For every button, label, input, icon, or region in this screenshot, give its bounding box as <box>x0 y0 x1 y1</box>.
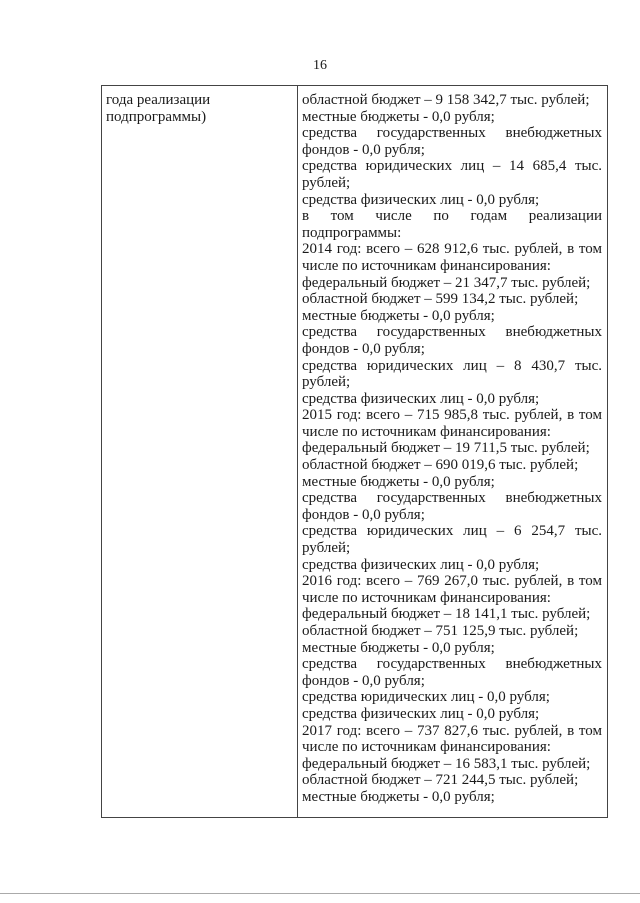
funding-line: средства физических лиц - 0,0 рубля; <box>302 556 540 573</box>
funding-line: средства юридических лиц – 8 430,7 тыс. <box>302 357 602 374</box>
funding-paragraph <box>302 573 602 606</box>
funding-paragraph <box>302 606 602 623</box>
funding-line: числе по источникам финансирования: <box>302 423 551 440</box>
funding-line: средства государственных внебюджетных <box>302 490 602 507</box>
funding-line: местные бюджеты - 0,0 рубля; <box>302 639 495 656</box>
funding-line: в том числе по годам реализации <box>302 208 602 225</box>
funding-paragraph <box>302 656 602 689</box>
funding-line: местные бюджеты - 0,0 рубля; <box>302 307 495 324</box>
funding-line: фондов - 0,0 рубля; <box>302 506 425 523</box>
funding-line: федеральный бюджет – 16 583,1 тыс. рублей; <box>302 755 591 772</box>
funding-line: средства физических лиц - 0,0 рубля; <box>302 191 540 208</box>
funding-line: фондов - 0,0 рубля; <box>302 141 425 158</box>
funding-line: 2017 год: всего – 737 827,6 тыс. рублей, в том <box>302 722 602 739</box>
funding-line: областной бюджет – 599 134,2 тыс. рублей; <box>302 291 579 308</box>
funding-paragraph <box>302 358 602 391</box>
funding-paragraph <box>302 407 602 440</box>
funding-line: средства государственных внебюджетных <box>302 125 602 142</box>
funding-line: средства юридических лиц – 14 685,4 тыс. <box>302 158 602 175</box>
funding-line: числе по источникам финансирования: <box>302 589 551 606</box>
funding-line: областной бюджет – 751 125,9 тыс. рублей; <box>302 623 579 639</box>
funding-paragraph <box>302 706 602 723</box>
funding-table <box>101 85 608 818</box>
column-divider <box>297 86 298 817</box>
funding-paragraph <box>302 291 602 308</box>
funding-line: фондов - 0,0 рубля; <box>302 340 425 357</box>
funding-line: федеральный бюджет – 18 141,1 тыс. рублей; <box>302 606 591 623</box>
funding-line: числе по источникам финансирования: <box>302 739 551 756</box>
funding-line: фондов - 0,0 рубля; <box>302 672 425 689</box>
funding-line: федеральный бюджет – 19 711,5 тыс. рублей; <box>302 440 590 457</box>
funding-line: федеральный бюджет – 21 347,7 тыс. рублей; <box>302 274 591 291</box>
funding-line: средства юридических лиц - 0,0 рубля; <box>302 689 550 706</box>
funding-paragraph <box>302 523 602 556</box>
funding-paragraph <box>302 192 602 209</box>
funding-paragraph <box>302 208 602 241</box>
scan-edge-line <box>0 893 640 894</box>
left-cell <box>106 92 291 126</box>
funding-line: областной бюджет – 690 019,6 тыс. рублей; <box>302 457 579 474</box>
funding-line: средства государственных внебюджетных <box>302 324 602 341</box>
funding-paragraph <box>302 623 602 640</box>
funding-line: 2016 год: всего – 769 267,0 тыс. рублей, в том <box>302 573 602 590</box>
funding-paragraph <box>302 324 602 357</box>
funding-paragraph <box>302 689 602 706</box>
funding-paragraph <box>302 241 602 274</box>
funding-paragraph <box>302 109 602 126</box>
funding-paragraph <box>302 474 602 491</box>
funding-line: 2014 год: всего – 628 912,6 тыс. рублей, в том <box>302 241 602 258</box>
funding-paragraph <box>302 723 602 756</box>
funding-paragraph <box>302 557 602 574</box>
right-cell <box>302 92 602 806</box>
funding-line: местные бюджеты - 0,0 рубля; <box>302 788 495 805</box>
funding-paragraph <box>302 92 602 109</box>
funding-line: средства юридических лиц – 6 254,7 тыс. <box>302 523 602 540</box>
funding-paragraph <box>302 275 602 292</box>
funding-paragraph <box>302 125 602 158</box>
funding-paragraph <box>302 772 602 789</box>
funding-line: средства государственных внебюджетных <box>302 656 602 673</box>
funding-line: областной бюджет – 721 244,5 тыс. рублей; <box>302 772 579 789</box>
funding-paragraph <box>302 640 602 657</box>
funding-paragraph <box>302 457 602 474</box>
funding-paragraph <box>302 490 602 523</box>
funding-paragraph <box>302 308 602 325</box>
funding-line: средства физических лиц - 0,0 рубля; <box>302 705 540 722</box>
funding-line: рублей; <box>302 540 351 557</box>
funding-line: средства физических лиц - 0,0 рубля; <box>302 390 540 407</box>
left-cell-line: подпрограммы) <box>106 109 207 125</box>
funding-line: 2015 год: всего – 715 985,8 тыс. рублей, в том <box>302 407 602 424</box>
funding-line: подпрограммы: <box>302 224 402 241</box>
funding-paragraph <box>302 756 602 773</box>
funding-line: местные бюджеты - 0,0 рубля; <box>302 473 495 490</box>
page-number: 16 <box>313 58 327 73</box>
funding-paragraph <box>302 158 602 191</box>
funding-line: числе по источникам финансирования: <box>302 257 551 274</box>
funding-paragraph <box>302 440 602 457</box>
funding-line: рублей; <box>302 174 351 191</box>
funding-paragraph <box>302 789 602 806</box>
funding-paragraph <box>302 391 602 408</box>
left-cell-line: года реализации <box>106 92 211 108</box>
funding-line: областной бюджет – 9 158 342,7 тыс. рублей; <box>302 92 590 108</box>
funding-line: местные бюджеты - 0,0 рубля; <box>302 108 495 125</box>
funding-line: рублей; <box>302 374 351 391</box>
